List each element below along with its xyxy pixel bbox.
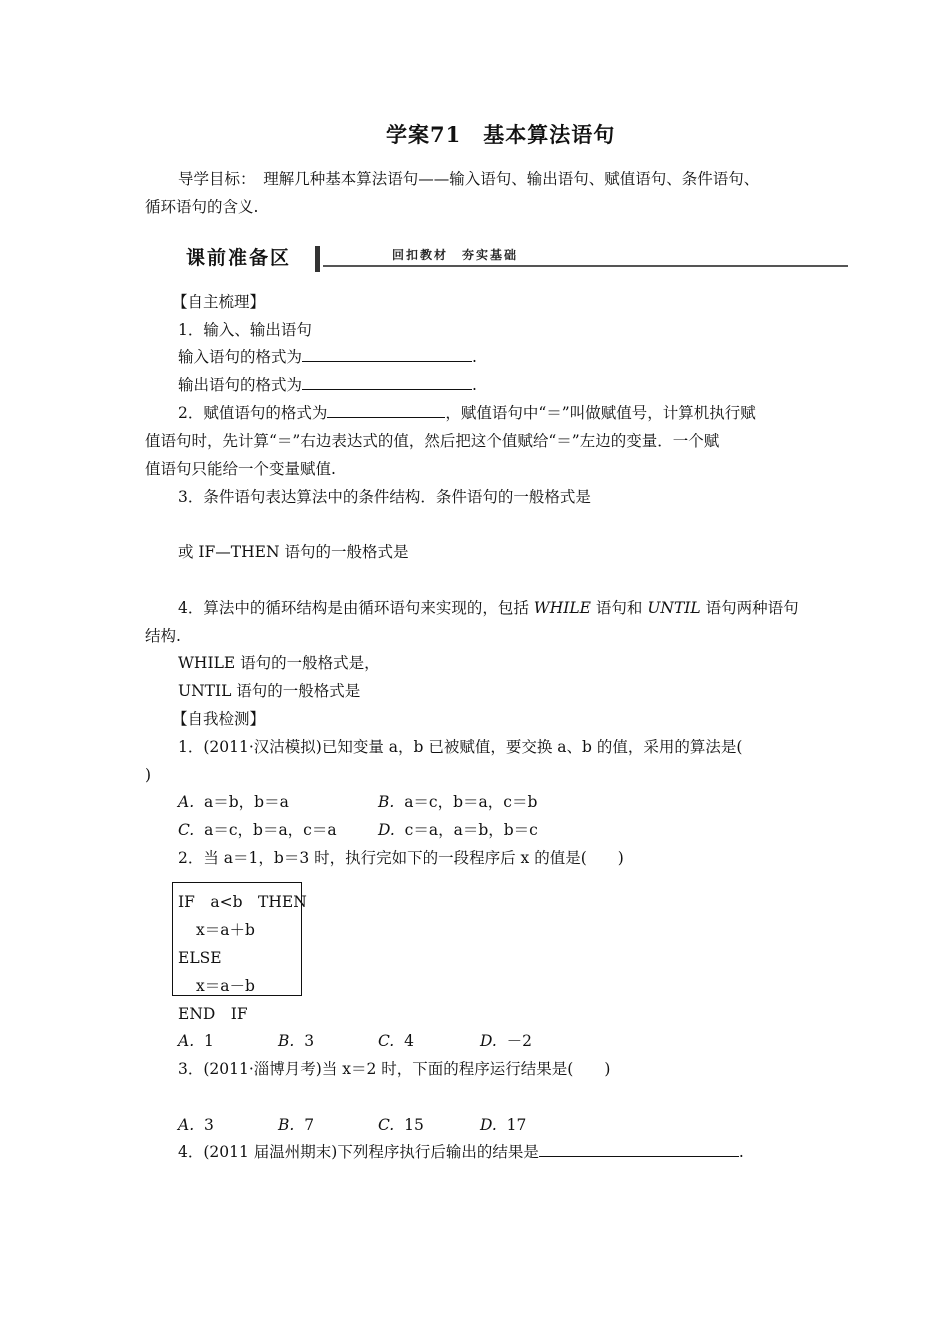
output-format-label: 输出语句的格式为 [178, 376, 303, 394]
q2-option-a[interactable] [178, 1030, 214, 1052]
output-format-period: . [472, 376, 477, 394]
q2-option-c[interactable] [378, 1030, 414, 1052]
objective-line-1: 导学目标： 理解几种基本算法语句——输入语句、输出语句、赋值语句、条件语句、 [178, 170, 760, 188]
review-item-2 [178, 402, 756, 424]
code-line-else: ELSE [178, 949, 222, 967]
option-letter: C. [378, 1116, 395, 1134]
item4-text-a: 4．算法中的循环结构是由循环语句来实现的，包括 [178, 599, 534, 617]
q1-option-d[interactable] [378, 819, 538, 841]
question-3: 3．(2011·淄博月考)当 x＝2 时，下面的程序运行结果是( ) [178, 1060, 611, 1078]
option-letter: A. [178, 1116, 195, 1134]
q1-option-a[interactable] [178, 791, 289, 813]
option-text: 17 [506, 1116, 527, 1134]
option-text: c＝a，a＝b，b＝c [404, 821, 538, 839]
code-line-else-assign: x＝a－b [196, 977, 255, 995]
item4-text-b: 语句和 [590, 599, 648, 617]
assign-format-blank[interactable] [327, 403, 445, 418]
option-letter: B. [378, 793, 395, 811]
q3-option-d[interactable] [480, 1114, 526, 1136]
while-format: WHILE 语句的一般格式是， [178, 654, 380, 672]
code-line-then-assign: x＝a＋b [196, 921, 255, 939]
banner-subtitle: 回扣教材 夯实基础 [392, 248, 519, 262]
input-format-period: . [472, 348, 477, 366]
option-text: 15 [404, 1116, 424, 1134]
code-line-if: IF a<b THEN [178, 893, 307, 911]
banner-label: 课前准备区 [186, 247, 292, 269]
option-letter: B. [278, 1032, 295, 1050]
q1-option-b[interactable] [378, 791, 537, 813]
page-title: 学案71 基本算法语句 [386, 122, 616, 147]
objective-line-2: 循环语句的含义. [145, 198, 259, 216]
option-text: a＝c，b＝a，c＝b [404, 793, 538, 811]
review-item-3-or: 或 IF—THEN 语句的一般格式是 [178, 543, 409, 561]
until-format: UNTIL 语句的一般格式是 [178, 682, 361, 700]
option-letter: A. [178, 1032, 195, 1050]
input-format-blank[interactable] [302, 347, 472, 362]
option-letter: A. [178, 793, 195, 811]
review-item-4 [178, 597, 799, 619]
q3-option-c[interactable] [378, 1114, 424, 1136]
question-4-blank[interactable] [539, 1142, 739, 1157]
review-item-2-line-2: 值语句时，先计算“＝”右边表达式的值，然后把这个值赋给“＝”左边的变量．一个赋 [145, 432, 720, 450]
banner-rule [323, 265, 848, 267]
option-letter: D. [378, 821, 395, 839]
code-line-end-if: END IF [178, 1005, 248, 1023]
q2-option-b[interactable] [278, 1030, 314, 1052]
question-1: 1．(2011·汉沽模拟)已知变量 a，b 已被赋值，要交换 a、b 的值，采用的算法是( [178, 738, 743, 756]
question-2: 2．当 a＝1，b＝3 时，执行完如下的一段程序后 x 的值是( ) [178, 849, 624, 867]
option-text: a＝b，b＝a [203, 793, 289, 811]
output-format-blank[interactable] [302, 375, 472, 390]
option-letter: B. [278, 1116, 295, 1134]
review-item-4-line-2: 结构. [145, 627, 181, 645]
review-item-2-line-3: 值语句只能给一个变量赋值. [145, 460, 336, 478]
question-4-text: 4．(2011 届温州期末)下列程序执行后输出的结果是 [178, 1143, 539, 1161]
item4-while: WHILE [533, 599, 591, 617]
question-4-period: . [738, 1143, 744, 1161]
assign-format-label: 2．赋值语句的格式为 [178, 404, 328, 422]
input-format-line [178, 346, 477, 368]
assign-desc: ，赋值语句中“＝”叫做赋值号，计算机执行赋 [445, 404, 756, 422]
item4-text-c: 语句两种语句 [700, 599, 799, 617]
question-4 [178, 1141, 744, 1163]
selftest-heading: 【自我检测】 [172, 710, 266, 728]
q1-option-c[interactable] [178, 819, 337, 841]
option-text: 3 [304, 1032, 315, 1050]
question-1-paren: ) [145, 766, 152, 784]
review-item-3: 3．条件语句表达算法中的条件结构．条件语句的一般格式是 [178, 488, 591, 506]
option-text: a＝c，b＝a，c＝a [204, 821, 337, 839]
option-text: －2 [506, 1032, 533, 1050]
option-text: 3 [203, 1116, 214, 1134]
review-item-1: 1．输入、输出语句 [178, 321, 312, 339]
option-letter: C. [178, 821, 195, 839]
q2-option-d[interactable] [480, 1030, 532, 1052]
option-text: 1 [203, 1032, 214, 1050]
q3-option-b[interactable] [278, 1114, 314, 1136]
banner-divider [315, 246, 320, 272]
section-banner [178, 244, 848, 274]
option-letter: D. [480, 1116, 497, 1134]
item4-until: UNTIL [647, 599, 701, 617]
option-text: 7 [304, 1116, 315, 1134]
q3-option-a[interactable] [178, 1114, 214, 1136]
input-format-label: 输入语句的格式为 [178, 348, 303, 366]
review-heading: 【自主梳理】 [172, 293, 266, 311]
option-text: 4 [404, 1032, 414, 1050]
option-letter: C. [378, 1032, 395, 1050]
output-format-line [178, 374, 477, 396]
option-letter: D. [480, 1032, 497, 1050]
